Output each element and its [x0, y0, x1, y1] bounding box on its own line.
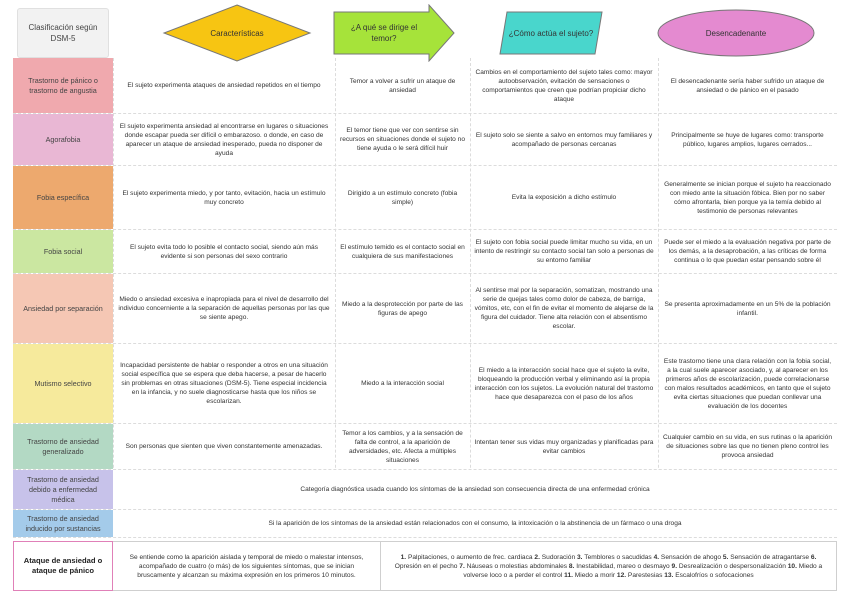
symptom-text: Sensación de atragantarse [730, 553, 811, 561]
symptom-number: 6. [810, 553, 817, 561]
cell-action: Al sentirse mal por la separación, somatizan, mostrando una serie de quejas tales como dolor de cabeza, de barriga, vómitos, etc, con el fin de evitar el momento de alejarse de la figura del cuidador. Tiene alta relación con el absentismo escolar. [474, 287, 654, 330]
symptom-number: 12. [616, 571, 628, 579]
row-agorafobia [13, 114, 837, 166]
row-label: Trastorno de ansiedad inducido por sustancias [13, 510, 113, 537]
symptom-number: 9. [671, 562, 679, 570]
row-label: Trastorno de ansiedad debido a enfermedad médica [13, 470, 113, 509]
cell-trigger: El desencadenante sería haber sufrido un ataque de ansiedad o de pánico en el pasado [670, 77, 825, 94]
symptom-number: 7. [459, 562, 467, 570]
cell-characteristics: El sujeto evita todo lo posible el contacto social, siendo aún más evidente si son personas del sexo contrario [129, 243, 319, 260]
cell-trigger: Principalmente se huye de lugares como: transporte público, lugares amplios, lugares cerrados... [671, 131, 824, 148]
symptom-text: Miedo a morir [574, 571, 617, 579]
row-label: Fobia social [13, 230, 113, 273]
symptom-text: Desrealización o despersonalización [678, 562, 788, 570]
symptom-number: 4. [653, 553, 661, 561]
cell-characteristics: El sujeto experimenta ansiedad al encontrarse en lugares o situaciones donde escapar pueda ser difícil o embarazoso. o donde, en caso de aparecer un ataque de ansiedad inesperado, pueda no disponer de ayuda [119, 122, 329, 157]
cell-action: Intentan tener sus vidas muy organizadas y planificadas para evitar cambios [474, 438, 654, 455]
cell-target: Dirigido a un estímulo concreto (fobia simple) [347, 189, 458, 206]
symptom-number: 3. [576, 553, 585, 561]
row-label: Trastorno de pánico o trastorno de angustia [13, 58, 113, 113]
cell-span-description: Categoría diagnóstica usada cuando los síntomas de la ansiedad son consecuencia directa de una enfermedad crónica [300, 486, 650, 493]
symptom-number: 1. [400, 553, 408, 561]
header-classification-label: Clasificación según DSM-5 [17, 8, 109, 58]
symptom-text: Escalofríos o sofocaciones [675, 571, 754, 579]
cell-action: Evita la exposición a dicho estímulo [511, 194, 617, 201]
symptom-text: Miedo a volverse loco o a perder el control [463, 562, 823, 579]
cell-target: El temor tiene que ver con sentirse sin recursos en situaciones donde el sujeto no tiene ayuda o le será difícil huir [340, 127, 465, 152]
cell-trigger: Cualquier cambio en su vida, en sus rutinas o la aparición de situaciones sobre las que no tienen pleno control les provoca ansiedad [663, 434, 832, 459]
symptom-list [389, 553, 828, 580]
cell-action: El miedo a la interacción social hace que el sujeto la evite, bloqueando la producción verbal y eliminando así la propia interacción con los sujetos. La evolución natural del trastorno hace que desaparezca con el paso de los años [474, 366, 654, 401]
symptom-number: 5. [722, 553, 731, 561]
header-col2-text: ¿A qué se dirige el temor? [350, 23, 418, 43]
cell-action: Cambios en el comportamiento del sujeto tales como: mayor autoobservación, evitación de sensaciones o comportamientos que creen que podrían propiciar dicho ataque [475, 68, 653, 103]
row-ansiedad-generalizado [13, 424, 837, 470]
row-sustancias [13, 510, 837, 538]
footer-symptoms [381, 541, 837, 591]
cell-characteristics: Son personas que sienten que viven constantemente amenazadas. [125, 443, 323, 450]
cell-span-description: Si la aparición de los síntomas de la ansiedad están relacionados con el consumo, la intoxicación o la abstinencia de un fármaco o una droga [268, 520, 682, 527]
symptom-text: Sudoración [541, 553, 577, 561]
cell-trigger: Este trastorno tiene una clara relación con la fobia social, a la cual suele aparecer asociado, y, al aparecer en los primeros años de escolarización, puede correlacionarse con malos resultados académicos, en tanto que el sujeto evita ciertas situaciones que puedan conllevar una evaluación de los docentes [663, 357, 832, 410]
cell-trigger: Generalmente se inician porque el sujeto ha reaccionado con miedo ante la situación fóbica. Bien por no saber cómo afrontarla, bien porque ya la temía debido al testimonio de personas relevantes [664, 180, 831, 215]
cell-target: El estímulo temido es el contacto social en cualquiera de sus manifestaciones [340, 243, 465, 260]
row-label: Trastorno de ansiedad generalizado [13, 424, 113, 469]
row-enfermedad-medica [13, 470, 837, 510]
cell-target: Miedo a la interacción social [361, 380, 444, 387]
footer-label: Ataque de ansiedad o ataque de pánico [13, 541, 113, 591]
cell-action: El sujeto con fobia social puede limitar mucho su vida, en un intento de restringir su contacto social tan solo a personas de su entorno familiar [474, 239, 654, 264]
row-panico [13, 58, 837, 114]
symptom-text: Opresión en el pecho [394, 562, 460, 570]
symptom-text: Temblores o sacudidas [584, 553, 654, 561]
header-col3-text: ¿Cómo actúa el sujeto? [508, 28, 594, 38]
symptom-text: Palpitaciones, o aumento de frec. cardiaca [407, 553, 535, 561]
symptom-text: Parestesias [627, 571, 665, 579]
symptom-number: 10. [787, 562, 799, 570]
row-fobia-especifica [13, 166, 837, 230]
panic-attack-footer [13, 541, 837, 591]
row-label: Agorafobia [13, 114, 113, 165]
symptom-number: 2. [534, 553, 542, 561]
footer-definition: Se entiende como la aparición aislada y temporal de miedo o malestar intensos, acompañado de cuatro (o más) de los siguientes síntomas, que se inician bruscamente y alcanzan su máxima expresión en los primeros 10 minutos. [113, 541, 381, 591]
cell-trigger: Puede ser el miedo a la evaluación negativa por parte de los demás, a la desaprobación, a las críticas de forma continua o lo que puedan estar pensando sobre él [664, 239, 831, 264]
header-col4-text: Desencadenante [705, 28, 767, 38]
cell-characteristics: Miedo o ansiedad excesiva e inapropiada para el nivel de desarrollo del individuo concerniente a la separación de aquellas personas por las que se siente apego. [118, 296, 330, 321]
row-ansiedad-separacion [13, 274, 837, 344]
cell-target: Temor a los cambios, y a la sensación de falta de control, a la aparición de adversidades, etc. Afecta a múltiples situaciones [342, 429, 463, 464]
header-col1-text: Características [210, 28, 264, 38]
cell-trigger: Se presenta aproximadamente en un 5% de la población infantil. [664, 300, 831, 317]
cell-characteristics: El sujeto experimenta miedo, y por tanto, evitación, hacia un estímulo muy concreto [122, 189, 326, 206]
row-mutismo [13, 344, 837, 424]
cell-target: Miedo a la desprotección por parte de las figuras de apego [342, 300, 463, 317]
row-label: Mutismo selectivo [13, 344, 113, 423]
cell-characteristics: Incapacidad persistente de hablar o responder a otros en una situación social específica que se espera que deba hacerse, a pesar de hacerlo sin problemas en otras situaciones (DSM-5). Tiene especial incidencia en la infancia, y no suele diagnosticarse hasta que los niños se escolarizan. [120, 362, 328, 405]
cell-action: El sujeto solo se siente a salvo en entornos muy familiares y acompañado de personas cercanas [475, 131, 653, 148]
symptom-text: Sensación de ahogo [660, 553, 723, 561]
symptom-text: Náuseas o molestias abdominales [466, 562, 569, 570]
symptom-number: 11. [564, 571, 575, 579]
symptom-number: 8. [568, 562, 577, 570]
cell-target: Temor a volver a sufrir un ataque de ansiedad [349, 77, 456, 94]
row-fobia-social [13, 230, 837, 274]
cell-characteristics: El sujeto experimenta ataques de ansiedad repetidos en el tiempo [127, 82, 321, 89]
row-label: Ansiedad por separación [13, 274, 113, 343]
symptom-number: 13. [664, 571, 676, 579]
symptom-text: Inestabilidad, mareo o desmayo [576, 562, 672, 570]
row-label: Fobia específica [13, 166, 113, 229]
